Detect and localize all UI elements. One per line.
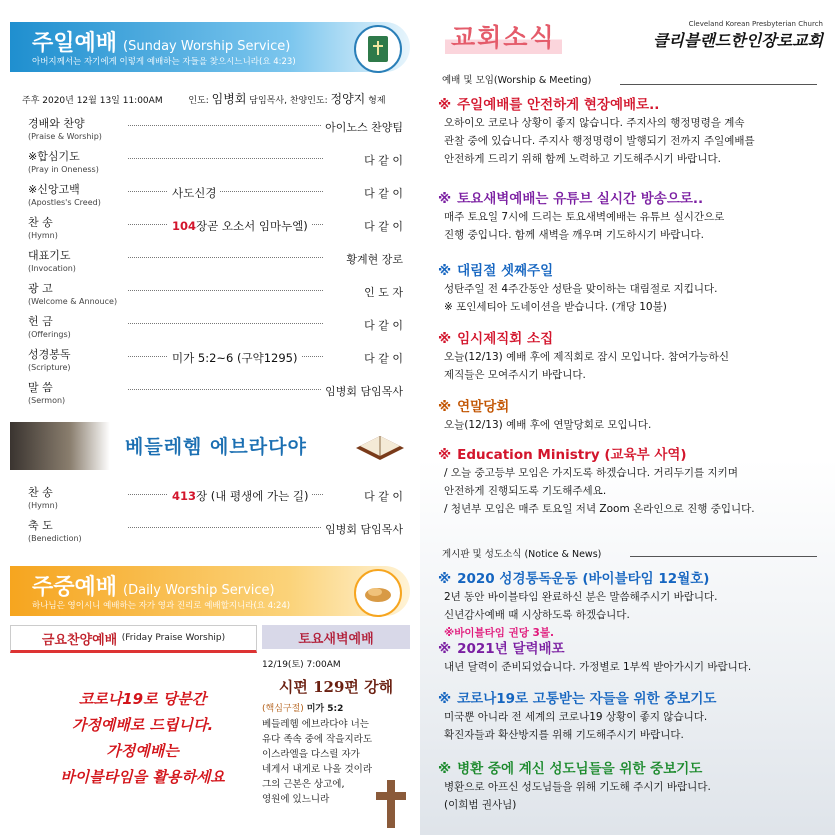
church-logo: Cleveland Korean Presbyterian Church 클리블랜드한인장로교회 <box>652 20 823 50</box>
news-item-title: ※ 임시제직회 소집 <box>438 331 554 347</box>
news-item <box>438 398 828 434</box>
right-column <box>420 0 835 835</box>
order-row <box>28 315 403 345</box>
section-divider <box>620 84 817 85</box>
news-item <box>438 330 828 384</box>
section-worship-meeting: 예배 및 모임(Worship & Meeting) <box>442 75 592 86</box>
dawn-heading: 시편 129편 강해 <box>278 678 394 696</box>
dotted-leader <box>128 158 323 159</box>
news-item-body: 매주 토요일 7시에 드리는 토요새벽예배는 유튜브 실시간으로 진행 중입니다. 함께 새벽을 깨우며 기도하시기 바랍니다. <box>444 211 725 241</box>
order-row <box>28 348 403 378</box>
friday-worship-header: 금요찬양예배 (Friday Praise Worship) <box>10 625 257 653</box>
order-label: ※합심기도 (Pray in Oneness) <box>28 150 99 174</box>
order-label: ※신앙고백 (Apostles's Creed) <box>28 183 101 207</box>
order-row <box>28 117 403 147</box>
dotted-leader <box>128 257 323 258</box>
news-item <box>438 262 828 316</box>
order-row <box>28 381 403 411</box>
news-item-body: 오하이오 코로나 상황이 좋지 않습니다. 주지사의 행정명령을 계속 관찰 중에 있습니다. 주지사 행정명령이 발행되기 전까지 주일예배를 안전하게 드리기 위해 함께 노력하고 기도해주시기 바랍니다. <box>444 117 755 165</box>
news-item-title: ※ 대림절 셋째주일 <box>438 263 554 279</box>
sunday-worship-title: 주일예배 (Sunday Worship Service) <box>32 31 291 56</box>
church-news-title: 교회소식 <box>445 18 562 54</box>
order-row <box>28 183 403 213</box>
order-presenter: 다 같 이 <box>360 152 403 168</box>
dawn-date: 12/19(토) 7:00AM <box>262 660 341 670</box>
order-row <box>28 216 403 246</box>
order-presenter: 임병회 담임목사 <box>321 521 403 537</box>
news-item <box>438 190 828 244</box>
daily-worship-verse: 하나님은 영이시니 예배하는 자가 영과 진리로 예배할지니라(요 4:24) <box>32 601 291 611</box>
news-item-title: ※ 2020 성경통독운동 (바이블타임 12월호) <box>438 571 710 587</box>
bible-icon <box>354 25 402 73</box>
order-row <box>28 150 403 180</box>
order-label: 말 씀 (Sermon) <box>28 381 66 405</box>
order-row <box>28 282 403 312</box>
order-row <box>28 519 403 549</box>
order-label: 헌 금 (Offerings) <box>28 315 71 339</box>
news-item <box>438 570 828 642</box>
order-presenter: 다 같 이 <box>360 218 403 234</box>
notice-line-2: 가정예배로 드립니다. <box>71 716 214 734</box>
news-item-body: 병환으로 아프신 성도님들을 위해 기도해 주시기 바랍니다. (이희범 권사님) <box>444 781 711 811</box>
cross-image <box>372 778 410 830</box>
news-item-title: ※ 주일예배를 안전하게 현장예배로.. <box>438 97 660 113</box>
order-label: 광 고 (Welcome & Annouce) <box>28 282 118 306</box>
order-label: 축 도 (Benediction) <box>28 519 82 543</box>
order-label: 찬 송 (Hymn) <box>28 216 58 240</box>
section-divider <box>630 556 817 557</box>
order-detail: 미가 5:2~6 (구약1295) <box>168 350 301 366</box>
news-item-title: ※ Education Ministry (교육부 사역) <box>438 447 687 463</box>
news-item <box>438 760 828 814</box>
order-presenter: 인 도 자 <box>360 284 403 300</box>
order-presenter: 다 같 이 <box>360 350 403 366</box>
news-item-title: ※ 코로나19로 고통받는 자들을 위한 중보기도 <box>438 691 717 707</box>
section-notice-news: 게시판 및 성도소식 (Notice & News) <box>442 549 602 560</box>
dotted-leader <box>128 389 323 390</box>
dotted-leader <box>128 125 323 126</box>
news-item-body: / 오늘 중고등부 모임은 가지도록 하겠습니다. 거리두기를 지키며 안전하게 진행되도록 기도해주세요. / 청년부 모임은 매주 토요일 저녁 Zoom 온라인으로 진행 중입니다. <box>444 467 755 515</box>
bread-icon <box>354 569 402 617</box>
order-presenter: 아이노스 찬양팀 <box>321 119 403 135</box>
notice-line-3: 가정예배는 <box>106 742 179 760</box>
sunday-worship-verse: 아버지께서는 자기에게 이렇게 예배하는 자들을 찾으시느니라(요 4:23) <box>32 57 296 67</box>
order-detail: 104장곧 오소서 임마누엘) <box>168 218 312 234</box>
open-bible-image <box>350 418 410 462</box>
order-detail: 사도신경 <box>168 185 220 201</box>
daily-worship-title: 주중예배 (Daily Worship Service) <box>32 575 275 600</box>
notice-line-4: 바이블타임을 활용하세요 <box>60 768 225 786</box>
notice-line-1: 코로나19로 당분간 <box>78 690 207 708</box>
news-item <box>438 640 828 676</box>
news-item-title: ※ 2021년 달력배포 <box>438 641 565 657</box>
news-item-body: 성탄주일 전 4주간동안 성탄을 맞이하는 대림절로 지킵니다. ※ 포인세티아 도네이션을 받습니다. (개당 10불) <box>444 283 718 313</box>
key-verse: (핵심구절) 미가 5:2 <box>262 704 344 714</box>
dotted-leader <box>128 191 323 192</box>
daily-worship-banner <box>10 566 410 616</box>
order-row <box>28 486 403 516</box>
order-presenter: 다 같 이 <box>360 488 403 504</box>
order-label: 찬 송 (Hymn) <box>28 486 58 510</box>
news-item-body: 내년 달력이 준비되었습니다. 가정별로 1부씩 받아가시기 바랍니다. <box>444 661 752 673</box>
news-item-body: 2년 동안 바이블타임 완료하신 분은 말씀해주시기 바랍니다. 신년감사예배 때 시상하도록 하겠습니다. ※바이블타임 권당 3불. <box>444 591 718 639</box>
kneeling-prayer-image <box>10 422 110 470</box>
order-presenter: 황계현 장로 <box>342 251 403 267</box>
news-item-body: 오늘(12/13) 예배 후에 제직회로 잠시 모입니다. 참여가능하신 제직들은 모여주시기 바랍니다. <box>444 351 729 381</box>
sunday-worship-banner <box>10 22 410 72</box>
order-detail: 413장 (내 평생에 가는 길) <box>168 488 312 504</box>
dotted-leader <box>128 290 323 291</box>
order-label: 대표기도 (Invocation) <box>28 249 76 273</box>
news-item <box>438 690 828 744</box>
order-label: 경배와 찬양 (Praise & Worship) <box>28 117 102 141</box>
key-verse-text: 베들레헴 에브라다야 너는 유다 족속 중에 작을지라도 이스라엘을 다스릴 자가 네게서 내게로 나올 것이라 그의 근본은 상고에, 영원에 있느니라 <box>262 719 373 805</box>
news-item <box>438 446 828 518</box>
order-presenter: 다 같 이 <box>360 185 403 201</box>
order-presenter: 다 같 이 <box>360 317 403 333</box>
news-item-body: 미국뿐 아니라 전 세계의 코로나19 상황이 좋지 않습니다. 확진자들과 확산방지를 위해 기도해주시기 바랍니다. <box>444 711 708 741</box>
left-column <box>0 0 417 835</box>
news-item-body: 오늘(12/13) 예배 후에 연말당회로 모입니다. <box>444 419 652 431</box>
news-item <box>438 96 828 168</box>
news-item-title: ※ 연말당회 <box>438 399 510 415</box>
service-info: 주후 2020년 12월 13일 11:00AM 인도: 임병회 담임목사, 찬양인도: 정양지 형제 <box>22 92 386 106</box>
order-row <box>28 249 403 279</box>
dotted-leader <box>128 323 323 324</box>
order-presenter: 임병회 담임목사 <box>321 383 403 399</box>
dotted-leader <box>128 527 323 528</box>
dawn-worship-header: 토요새벽예배 <box>262 625 410 649</box>
news-item-title: ※ 토요새벽예배는 유튜브 실시간 방송으로.. <box>438 191 704 207</box>
order-label: 성경봉독 (Scripture) <box>28 348 71 372</box>
sermon-title: 베들레헴 에브라다야 <box>125 436 307 458</box>
news-item-title: ※ 병환 중에 계신 성도님들을 위한 중보기도 <box>438 761 703 777</box>
